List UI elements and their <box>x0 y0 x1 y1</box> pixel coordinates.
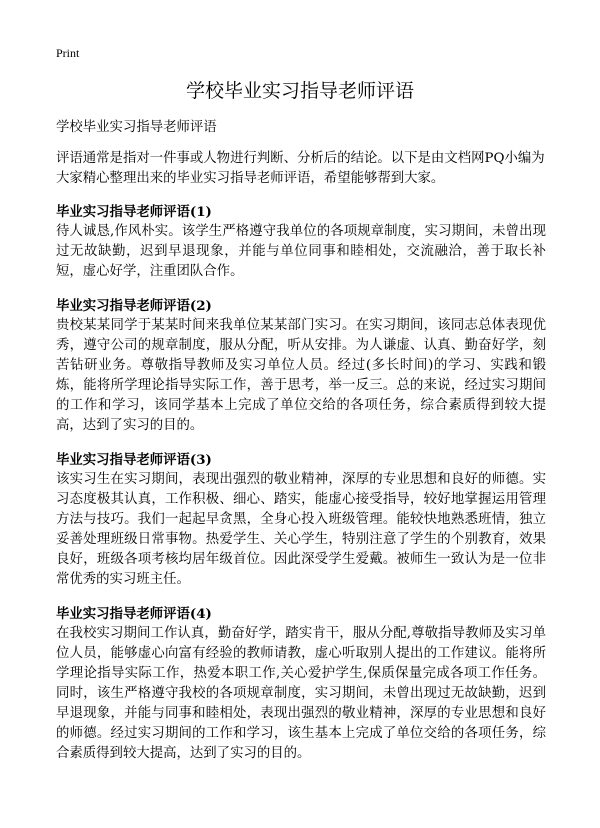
section <box>56 450 546 590</box>
print-link[interactable]: Print <box>56 46 80 60</box>
article-body <box>56 118 546 778</box>
section-body: 待人诚恳,作风朴实。该学生严格遵守我单位的各项规章制度，实习期间，未曾出现过无故缺勤，迟到早退现象，并能与单位同事和睦相处，交流融洽，善于取长补短，虚心好学，注重团队合作。 <box>56 224 546 279</box>
section-body: 在我校实习期间工作认真，勤奋好学，踏实肯干，服从分配,尊敬指导教师及实习单位人员，能够虚心向富有经验的教师请教，虚心听取别人提出的工作建议。能将所学理论指导实际工作，热爱本职工作,关心爱护学生,保质保量完成各项工作任务。同时，该生严格遵守我校的各项规章制度，实习期间，未曾出现过无故缺勤，迟到早退现象，并能与同事和睦相处，表现出强烈的敬业精神，深厚的专业思想和良好的师德。经过实习期间的工作和学习，该生基本上完成了单位交给的各项任务，综合素质得到较大提高，达到了实习的目的。 <box>56 626 546 761</box>
intro-paragraph: 评语通常是指对一件事或人物进行判断、分析后的结论。以下是由文档网PQ小编为大家精心整理出来的毕业实习指导老师评语，希望能够帮到大家。 <box>56 151 545 186</box>
section-heading: 毕业实习指导老师评语(2) <box>56 298 212 314</box>
section-heading: 毕业实习指导老师评语(3) <box>56 452 212 468</box>
article-subtitle: 学校毕业实习指导老师评语 <box>56 120 217 135</box>
section <box>56 296 546 436</box>
section-heading: 毕业实习指导老师评语(1) <box>56 204 212 220</box>
section <box>56 604 546 764</box>
section-body: 贵校某某同学于某某时间来我单位某某部门实习。在实习期间，该同志总体表现优秀，遵守公司的规章制度，服从分配，听从安排。为人谦虚、认真、勤奋好学，刻苦钻研业务。尊敬指导教师及实习单位人员。经过(多长时间)的学习、实践和锻炼，能将所学理论指导实际工作，善于思考，举一反三。总的来说，经过实习期间的工作和学习，该同学基本上完成了单位交给的各项任务，综合素质得到较大提高，达到了实习的目的。 <box>56 318 546 433</box>
section-body: 该实习生在实习期间，表现出强烈的敬业精神，深厚的专业思想和良好的师德。实习态度极其认真，工作积极、细心、踏实，能虚心接受指导，较好地掌握运用管理方法与技巧。我们一起起早贪黑，全身心投入班级管理。能较快地熟悉班情，独立妥善处理班级日常事物。热爱学生、关心学生，特别注意了学生的个别教育，效果良好，班级各项考核均居年级首位。因此深受学生爱戴。被师生一致认为是一位非常优秀的实习班主任。 <box>56 472 546 587</box>
section-heading: 毕业实习指导老师评语(4) <box>56 606 212 622</box>
section <box>56 202 546 282</box>
page-title: 学校毕业实习指导老师评语 <box>185 80 414 102</box>
